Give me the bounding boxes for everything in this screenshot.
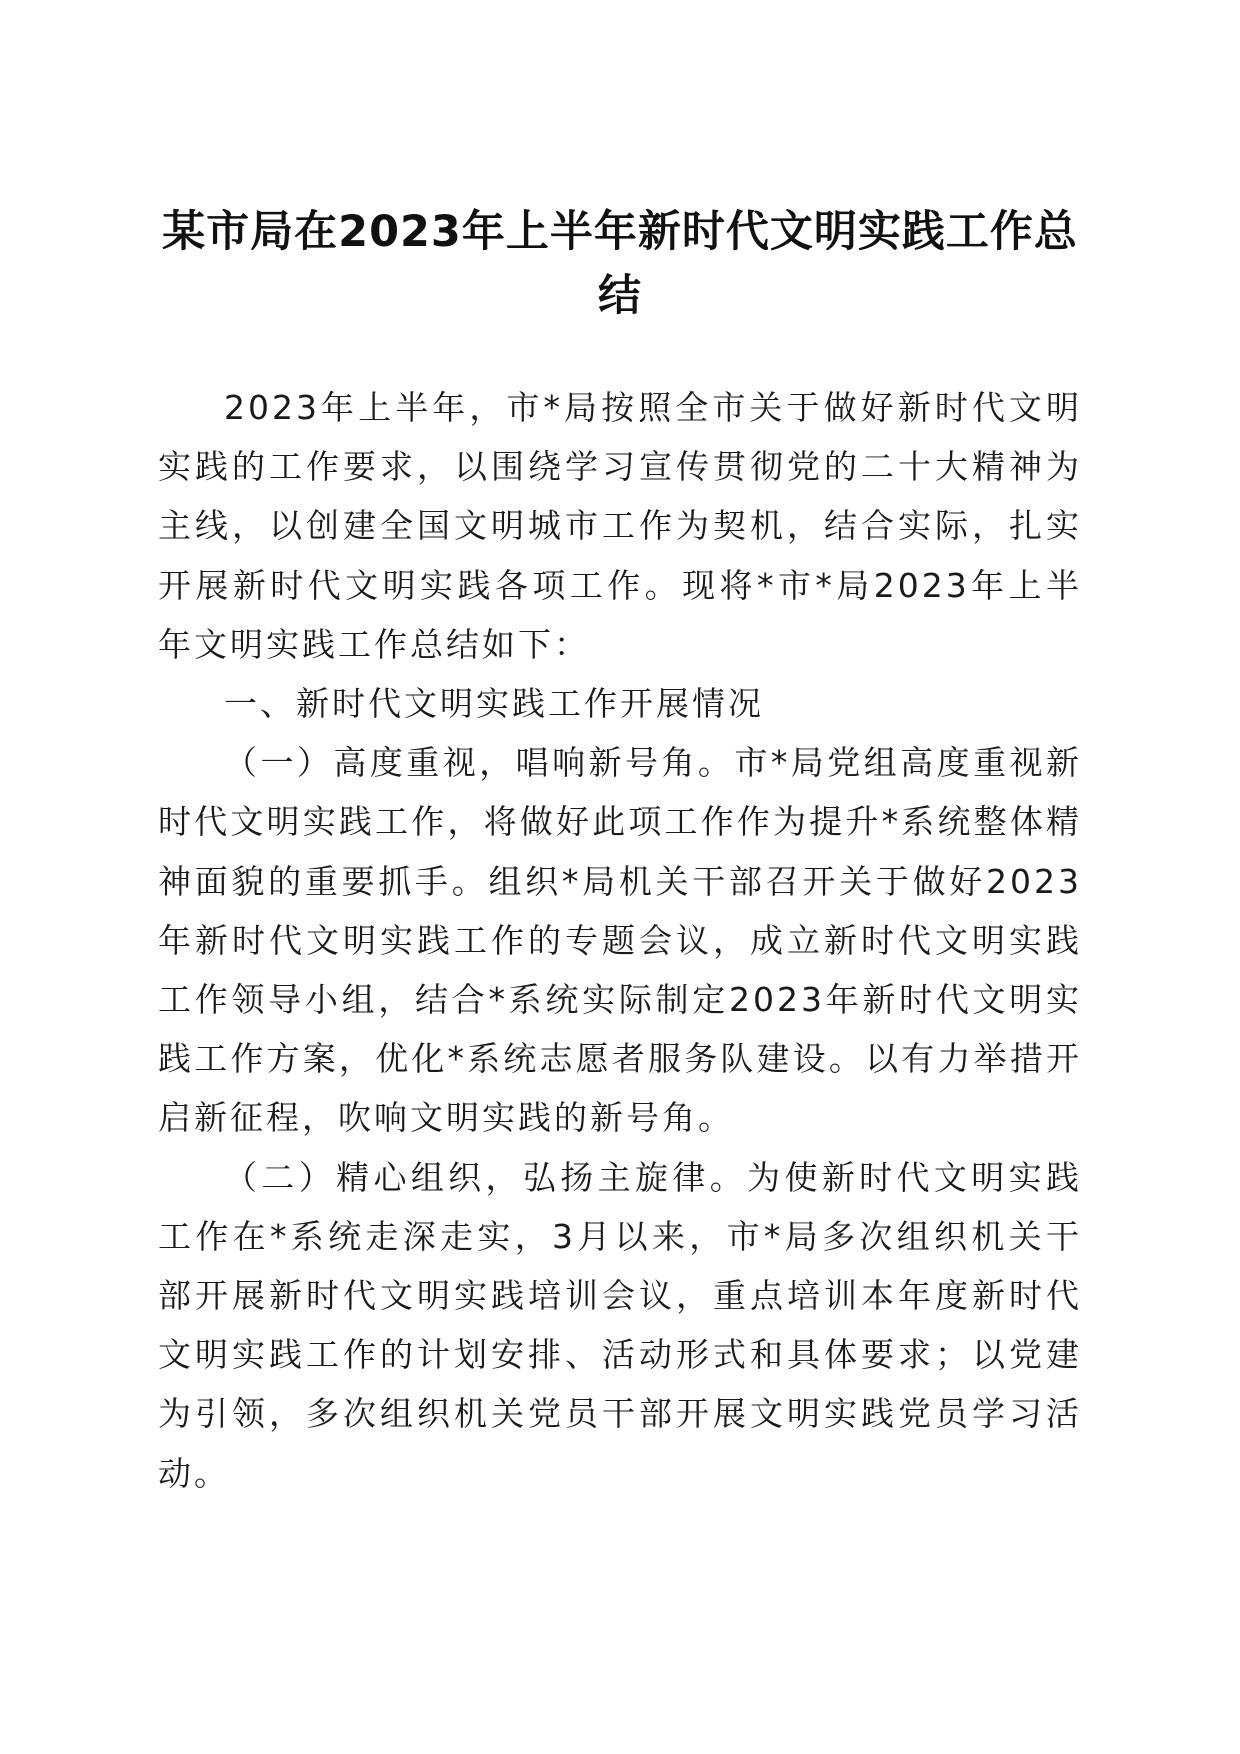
section-heading-1: 一、新时代文明实践工作开展情况	[224, 684, 764, 724]
document-body	[158, 378, 1082, 1503]
document-title: 某市局在2023年上半年新时代文明实践工作总结	[162, 207, 1078, 321]
subsection-paragraph-2: （二）精心组织，弘扬主旋律。为使新时代文明实践工作在*系统走深走实，3月以来，市*局多次组织机关干部开展新时代文明实践培训会议，重点培训本年度新时代文明实践工作的计划安排、活动形式和具体要求；以党建为引领，多次组织机关党员干部开展文明实践党员学习活动。	[158, 1157, 1082, 1493]
intro-paragraph: 2023年上半年，市*局按照全市关于做好新时代文明实践的工作要求，以围绕学习宣传贯彻党的二十大精神为主线，以创建全国文明城市工作为契机，结合实际，扎实开展新时代文明实践各项工作。现将*市*局2023年上半年文明实践工作总结如下：	[158, 388, 1082, 664]
subsection-paragraph-1: （一）高度重视，唱响新号角。市*局党组高度重视新时代文明实践工作，将做好此项工作作为提升*系统整体精神面貌的重要抓手。组织*局机关干部召开关于做好2023年新时代文明实践工作的专题会议，成立新时代文明实践工作领导小组，结合*系统实际制定2023年新时代文明实践工作方案，优化*系统志愿者服务队建设。以有力举措开启新征程，吹响文明实践的新号角。	[158, 743, 1082, 1138]
